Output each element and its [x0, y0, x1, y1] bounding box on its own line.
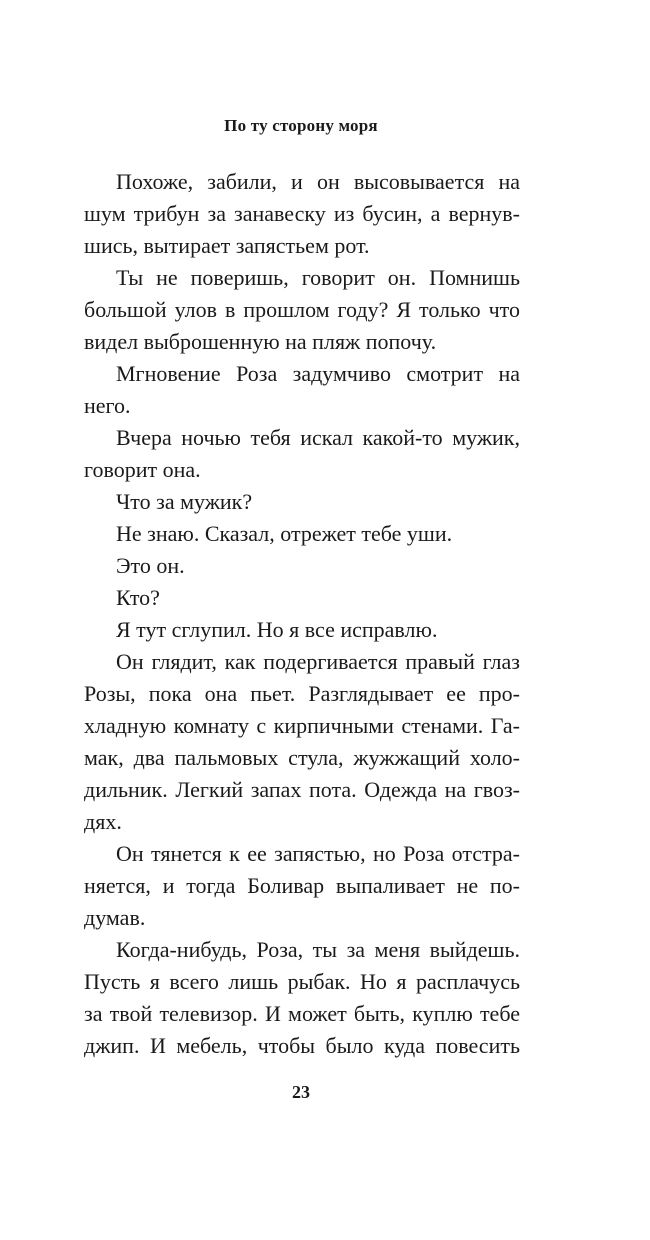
text-line: Это он. — [116, 553, 185, 578]
text-line: мак, два пальмовых стула, жужжащий холо- — [84, 745, 520, 770]
text-line: дях. — [84, 809, 122, 834]
text-line: Он тянется к ее запястью, но Роза отстра- — [116, 841, 520, 866]
text-line: Кто? — [116, 585, 160, 610]
text-line: джип. И мебель, чтобы было куда повесить — [84, 1033, 520, 1058]
text-line: шум трибун за занавеску из бусин, а вернув- — [84, 201, 520, 226]
text-line: большой улов в прошлом году? Я только что — [84, 297, 520, 322]
text-line: Он глядит, как подергивается правый глаз — [116, 649, 520, 674]
text-line: Что за мужик? — [116, 489, 253, 514]
text-line: Похоже, забили, и он высовывается на — [116, 169, 520, 194]
text-line: Мгновение Роза задумчиво смотрит на — [116, 361, 520, 386]
text-line: шись, вытирает запястьем рот. — [84, 233, 370, 258]
text-line: Розы, пока она пьет. Разглядывает ее про- — [84, 681, 520, 706]
text-line: видел выброшенную на пляж попочу. — [84, 329, 437, 354]
text-line: дильник. Легкий запах пота. Одежда на гвоз- — [84, 777, 520, 802]
text-line: Ты не поверишь, говорит он. Помнишь — [116, 265, 520, 290]
text-line: хладную комнату с кирпичными стенами. Га- — [84, 713, 520, 738]
text-line: Пусть я всего лишь рыбак. Но я расплачусь — [84, 969, 520, 994]
page-number: 23 — [292, 1082, 310, 1102]
text-line: няется, и тогда Боливар выпаливает не по- — [84, 873, 520, 898]
running-head: По ту сторону моря — [224, 116, 378, 135]
text-line: за твой телевизор. И может быть, куплю тебе — [84, 1001, 520, 1026]
text-line: думав. — [84, 905, 146, 930]
text-line: Вчера ночью тебя искал какой-то мужик, — [116, 425, 520, 450]
text-line: говорит она. — [84, 457, 201, 482]
body-text — [84, 166, 520, 1062]
text-line: него. — [84, 393, 131, 418]
text-line: Когда-нибудь, Роза, ты за меня выйдешь. — [116, 937, 520, 962]
text-line: Я тут сглупил. Но я все исправлю. — [116, 617, 438, 642]
text-line: Не знаю. Сказал, отрежет тебе уши. — [116, 521, 453, 546]
